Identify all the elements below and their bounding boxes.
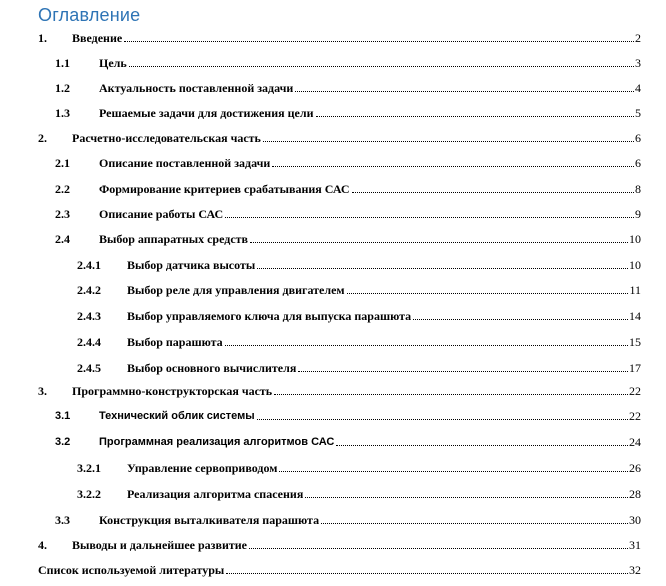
toc-entry[interactable] [0,206,666,222]
toc-entry-title: Выбор датчика высоты [127,258,256,272]
dot-leader [225,345,628,346]
toc-entry-page: 10 [629,258,641,272]
dot-leader [124,41,634,42]
toc-entry-title: Актуальность поставленной задачи [99,81,294,95]
dot-leader [413,319,628,320]
toc-entry[interactable] [0,486,666,502]
dot-leader [257,268,628,269]
toc-entry-page: 11 [629,283,641,297]
toc-entry-page: 15 [629,335,641,349]
toc-entry-page: 5 [635,106,641,120]
toc-entry[interactable] [0,30,666,46]
toc-entry[interactable] [0,537,666,553]
toc-entry-title: Формирование критериев срабатывания САС [99,182,350,196]
toc-entry-title: Выбор основного вычислителя [127,361,297,375]
dot-leader [305,497,628,498]
toc-entry-number: 3.2.1 [77,461,101,475]
dot-leader [272,166,634,167]
toc-entry[interactable] [0,181,666,197]
toc-entry-number: 2.3 [55,207,70,221]
dot-leader [295,91,634,92]
toc-entry-number: 1.2 [55,81,70,95]
toc-entry-number: 1. [38,31,47,45]
toc-entry-title: Описание работы САС [99,207,224,221]
dot-leader [321,523,628,524]
toc-entry-page: 14 [629,309,641,323]
toc-title: Оглавление [38,5,141,25]
toc-entry-title: Выбор парашюта [127,335,223,349]
toc-entry-number: 3. [38,384,47,398]
toc-entry[interactable] [0,231,666,247]
toc-entry-page: 3 [635,56,641,70]
dot-leader [263,141,634,142]
toc-entry-page: 6 [635,131,641,145]
toc-entry[interactable] [0,408,666,424]
toc-entry-page: 4 [635,81,641,95]
toc-entry[interactable] [0,55,666,71]
toc-entry-page: 22 [629,409,641,423]
toc-entry-title: Выбор аппаратных средств [99,232,249,246]
dot-leader [226,573,628,574]
dot-leader [249,548,628,549]
toc-entry[interactable] [0,383,666,399]
toc-entry-page: 26 [629,461,641,475]
toc-entry-title: Выбор реле для управления двигателем [127,283,345,297]
toc-entry-title: Введение [72,31,123,45]
toc-entry[interactable] [0,334,666,350]
dot-leader [298,371,628,372]
toc-entry[interactable] [0,130,666,146]
toc-entry-number: 2.1 [55,156,70,170]
toc-entry[interactable] [0,308,666,324]
dot-leader [336,445,628,446]
toc-entry-number: 2.4.1 [77,258,101,272]
toc-entry-page: 2 [635,31,641,45]
toc-entry-title: Реализация алгоритма спасения [127,487,304,501]
toc-entry-number: 4. [38,538,47,552]
toc-entry-number: 3.3 [55,513,70,527]
toc-entry-title: Управление сервоприводом [127,461,278,475]
toc-entry-page: 31 [629,538,641,552]
dot-leader [316,116,635,117]
toc-entry-title: Выбор управляемого ключа для выпуска парашюта [127,309,412,323]
toc-entry-title: Технический облик системы [99,410,255,422]
toc-entry-number: 3.1 [55,410,71,422]
toc-entry-page: 17 [629,361,641,375]
dot-leader [257,419,628,420]
toc-entry[interactable] [0,460,666,476]
toc-entry-number: 2.4.3 [77,309,101,323]
toc-entry[interactable] [0,512,666,528]
toc-entry[interactable] [0,562,666,578]
toc-entry-number: 2.2 [55,182,70,196]
toc-entry[interactable] [0,434,666,450]
toc-entry[interactable] [0,360,666,376]
toc-entry-page: 10 [629,232,641,246]
toc-entry-page: 6 [635,156,641,170]
dot-leader [352,192,634,193]
toc-entry[interactable] [0,155,666,171]
toc-entry-number: 3.2.2 [77,487,101,501]
dot-leader [274,394,628,395]
dot-leader [347,293,629,294]
toc-entry-title: Выводы и дальнейшее развитие [72,538,247,552]
toc-entry-title: Программная реализация алгоритмов САС [99,436,335,448]
toc-entry[interactable] [0,282,666,298]
toc-entry-page: 24 [629,435,641,449]
toc-entry-number: 2. [38,131,47,145]
toc-entry-page: 28 [629,487,641,501]
toc-entry-page: 9 [635,207,641,221]
toc-entry-number: 2.4.4 [77,335,101,349]
toc-entry-number: 2.4.5 [77,361,101,375]
toc-entry[interactable] [0,80,666,96]
toc-entry-number: 2.4 [55,232,70,246]
toc-entry[interactable] [0,105,666,121]
toc-entry-title: Цель [99,56,127,70]
toc-entry-page: 32 [629,563,641,577]
toc-entry-title: Описание поставленной задачи [99,156,271,170]
toc-entry-title: Список используемой литературы [38,563,225,577]
dot-leader [250,242,628,243]
toc-entry-number: 3.2 [55,436,71,448]
toc-entry-number: 2.4.2 [77,283,101,297]
toc-entry-number: 1.1 [55,56,70,70]
toc-entry-page: 8 [635,182,641,196]
toc-entry[interactable] [0,257,666,273]
toc-entry-title: Программно-конструкторская часть [72,384,273,398]
dot-leader [129,66,634,67]
toc-entry-page: 22 [629,384,641,398]
dot-leader [225,217,634,218]
toc-entry-page: 30 [629,513,641,527]
toc-entry-title: Конструкция выталкивателя парашюта [99,513,320,527]
dot-leader [279,471,628,472]
toc-entry-title: Решаемые задачи для достижения цели [99,106,314,120]
toc-entry-title: Расчетно-исследовательская часть [72,131,261,145]
toc-entry-number: 1.3 [55,106,70,120]
